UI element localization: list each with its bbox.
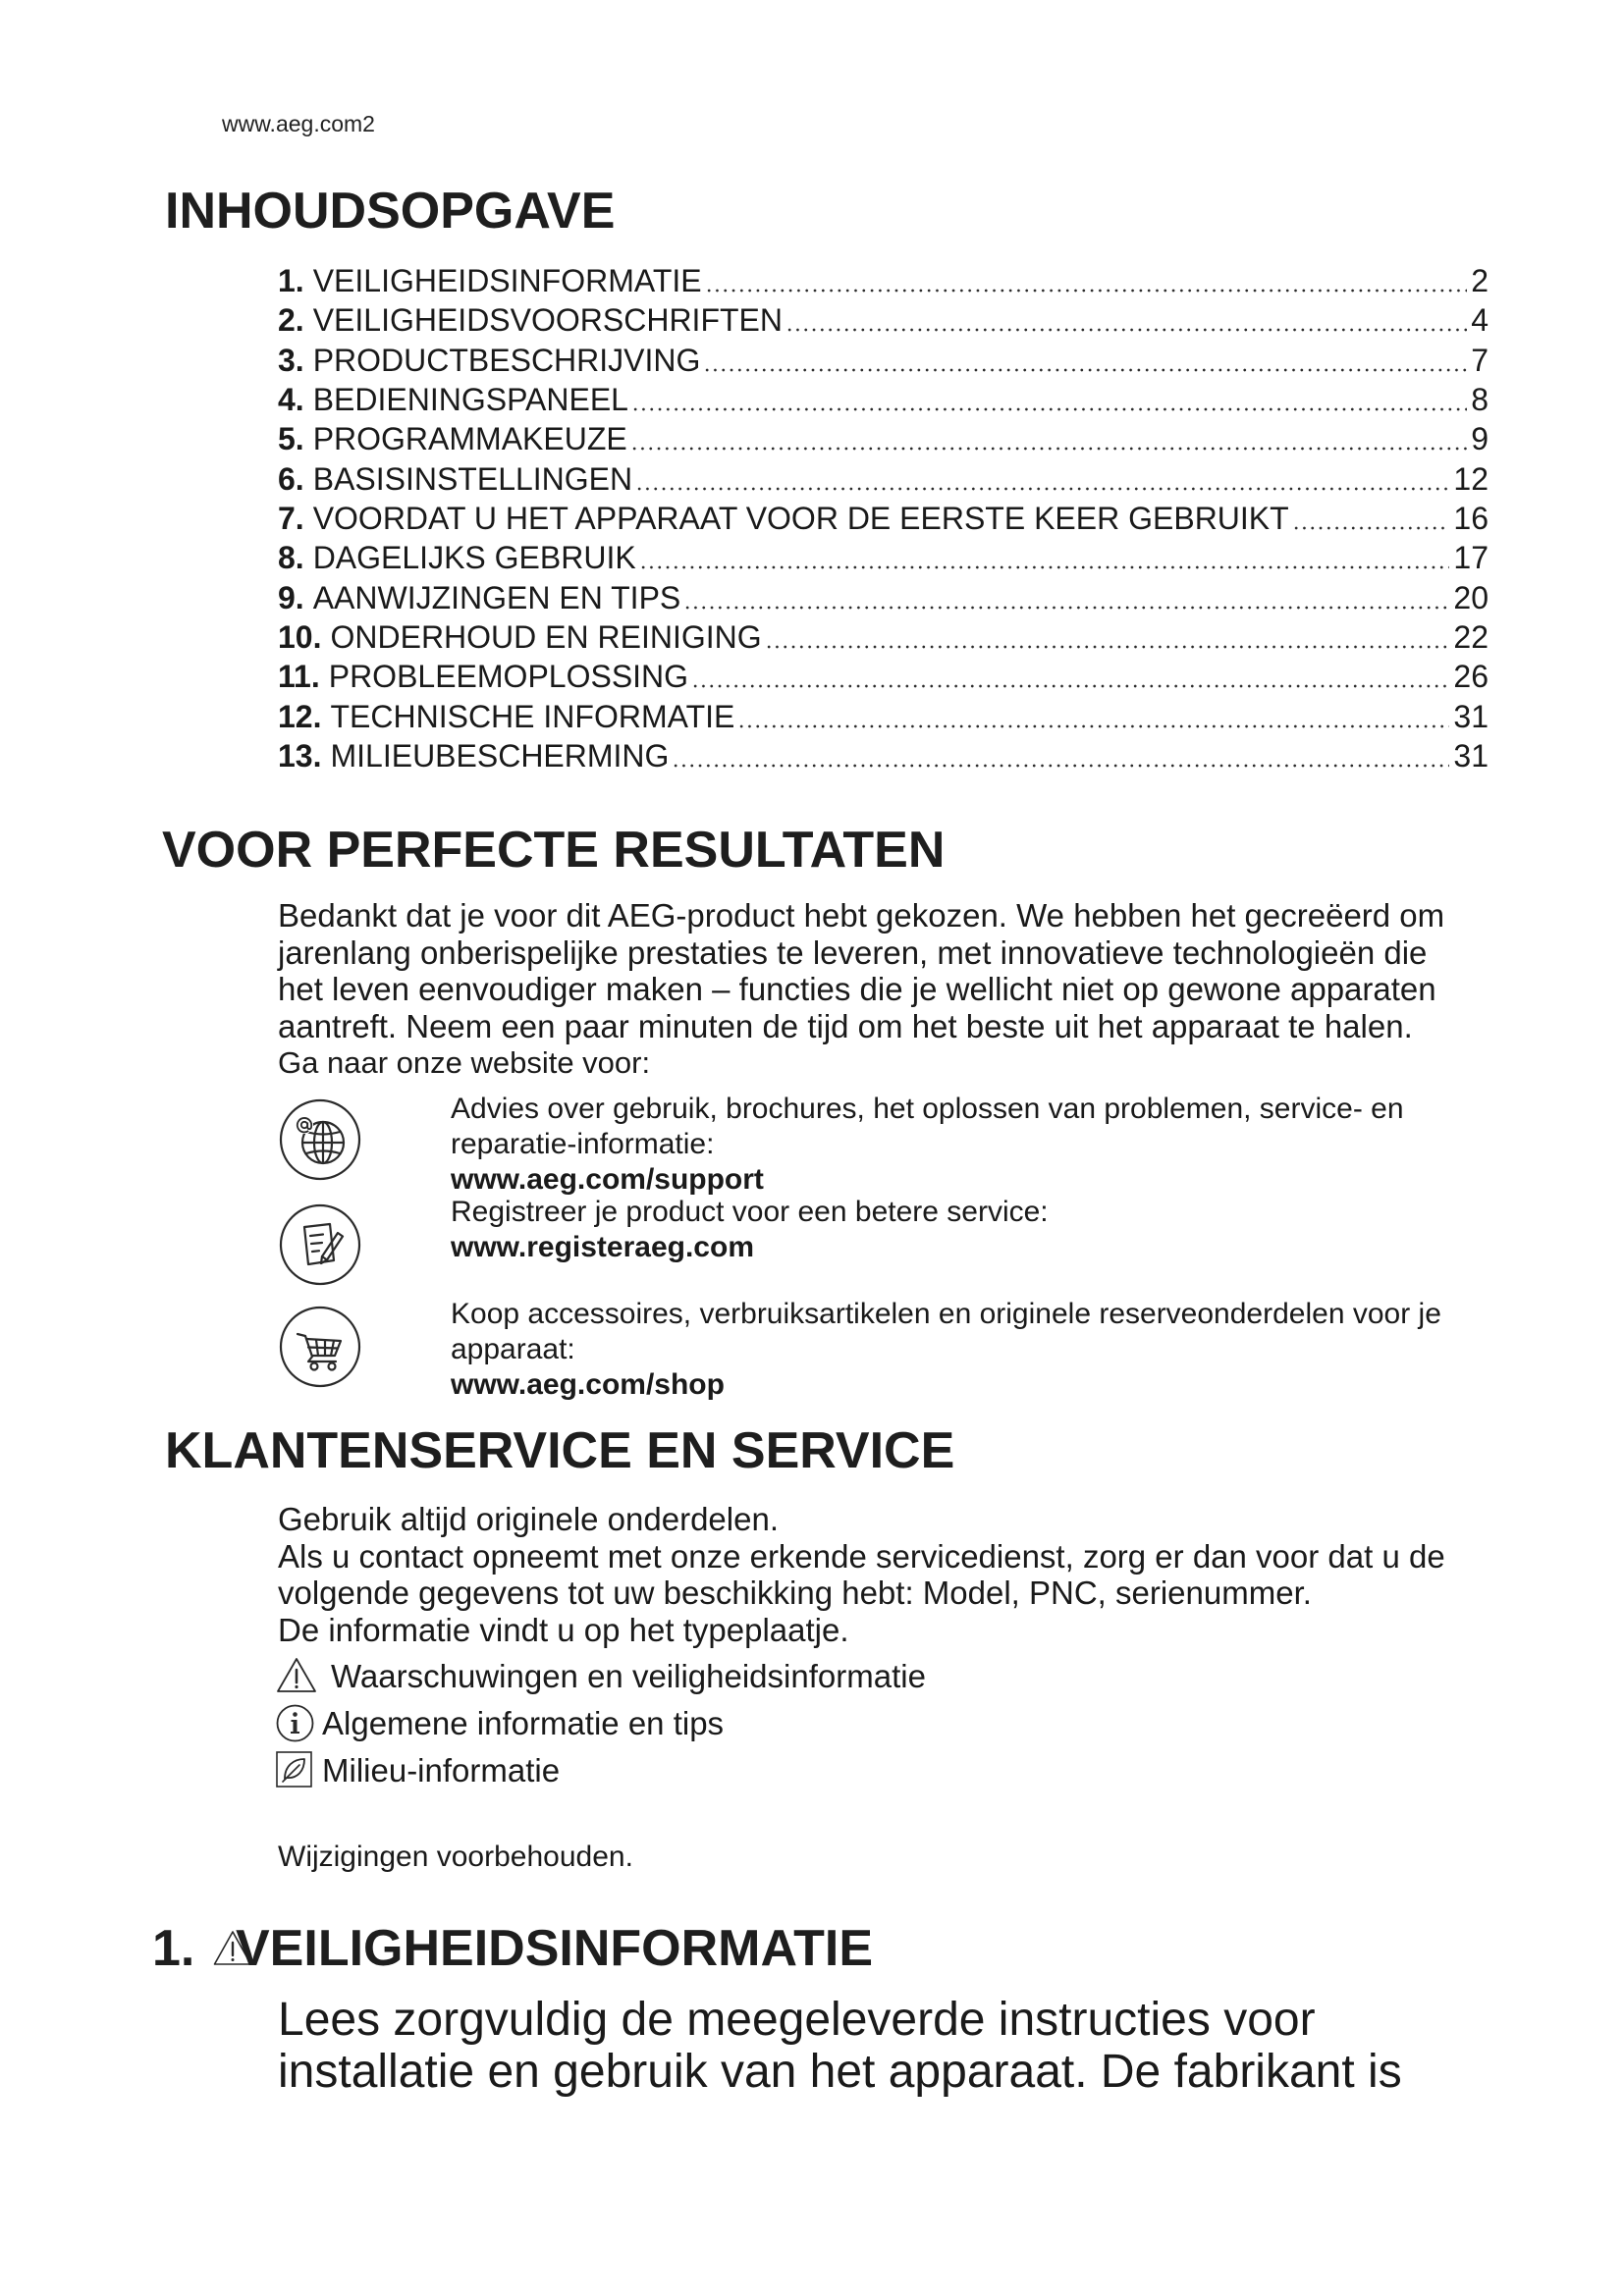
support-link[interactable]: www.aeg.com/support (451, 1163, 764, 1196)
toc-entry[interactable] (278, 380, 1489, 419)
legend-item-warning (276, 1653, 926, 1700)
toc-entry-number: 3. (278, 342, 304, 378)
dot-leader (683, 578, 1449, 617)
toc-entry[interactable] (278, 617, 1489, 657)
toc-entry-title: MILIEUBESCHERMING (330, 738, 670, 774)
toc-entry-page: 20 (1453, 579, 1489, 615)
legend-label: Waarschuwingen en veiligheidsinformatie (331, 1658, 926, 1694)
symbol-legend (276, 1653, 926, 1794)
toc-entry-title: VOORDAT U HET APPARAAT VOOR DE EERSTE KEER GEBRUIKT (312, 501, 1289, 537)
toc-entry[interactable] (278, 657, 1489, 696)
dot-leader (635, 459, 1449, 499)
toc-entry-page: 8 (1471, 382, 1489, 418)
intro-line: aantreft. Neem een paar minuten de tijd om het beste uit het apparaat te halen. (278, 1007, 1413, 1044)
dot-leader (765, 617, 1450, 657)
service-line: Gebruik altijd originele onderdelen. (278, 1501, 779, 1537)
dot-leader (737, 697, 1449, 736)
toc-entry[interactable] (278, 300, 1489, 340)
toc-entry-number: 4. (278, 382, 304, 418)
toc-entry[interactable] (278, 341, 1489, 380)
intro-line: jarenlang onberispelijke prestaties te leveren, met innovatieve technologieën die (278, 934, 1428, 971)
intro-line: Bedankt dat je voor dit AEG-product hebt gekozen. We hebben het gecreëerd om (278, 897, 1445, 934)
toc-entry-number: 7. (278, 501, 304, 537)
resource-text: Koop accessoires, verbruiksartikelen en originele reserveonderdelen voor je (451, 1298, 1441, 1330)
shop-link[interactable]: www.aeg.com/shop (451, 1368, 725, 1401)
resource-support (451, 1092, 1404, 1198)
toc-entry-title: AANWIJZINGEN EN TIPS (312, 579, 681, 615)
dot-leader (631, 380, 1467, 419)
toc-entry-number: 12. (278, 698, 322, 734)
toc-entry-number: 2. (278, 302, 304, 339)
info-icon (276, 1704, 314, 1742)
toc-entry-page: 22 (1453, 619, 1489, 656)
legend-item-environment (276, 1747, 926, 1794)
dot-leader (1292, 499, 1450, 538)
service-line: volgende gegevens tot uw beschikking hebt: Model, PNC, serienummer. (278, 1575, 1312, 1612)
toc-entry[interactable] (278, 499, 1489, 538)
toc-entry-page: 7 (1471, 342, 1489, 378)
toc-entry-title: VEILIGHEIDSINFORMATIE (312, 263, 702, 298)
toc-entry-title: TECHNISCHE INFORMATIE (330, 698, 735, 734)
intro-heading: VOOR PERFECTE RESULTATEN (162, 822, 946, 879)
toc-entry-title: PROBLEEMOPLOSSING (328, 659, 689, 695)
toc-entry-page: 31 (1453, 738, 1489, 774)
table-of-contents (278, 261, 1489, 775)
toc-entry-page: 4 (1471, 302, 1489, 339)
intro-line: het leven eenvoudiger maken – functies die je wellicht niet op gewone apparaten (278, 971, 1436, 1008)
toc-entry-page: 2 (1471, 263, 1489, 298)
toc-entry-number: 11. (278, 659, 320, 695)
header-site: www.aeg.com (222, 111, 363, 136)
service-line: Als u contact opneemt met onze erkende servicedienst, zorg er dan voor dat u de (278, 1537, 1445, 1575)
dot-leader (630, 419, 1467, 458)
chapter-number: 1. (152, 1920, 195, 1977)
service-heading: KLANTENSERVICE EN SERVICE (165, 1422, 955, 1479)
toc-entry[interactable] (278, 578, 1489, 617)
dot-leader (639, 538, 1450, 577)
toc-entry-title: VEILIGHEIDSVOORSCHRIFTEN (312, 302, 783, 339)
warning-triangle-icon (276, 1657, 317, 1693)
toc-entry[interactable] (278, 419, 1489, 458)
chapter-title: VEILIGHEIDSINFORMATIE (236, 1920, 874, 1977)
dot-leader (672, 736, 1449, 775)
header-page-number: 2 (362, 111, 375, 136)
resource-text: Advies over gebruik, brochures, het oplossen van problemen, service- en (451, 1093, 1404, 1125)
toc-entry-number: 6. (278, 460, 304, 497)
chapter-intro-line: Lees zorgvuldig de meegeleverde instructies voor (278, 1994, 1316, 2046)
resource-text: apparaat: (451, 1333, 575, 1365)
toc-entry[interactable] (278, 697, 1489, 736)
toc-entry-title: BASISINSTELLINGEN (312, 460, 633, 497)
toc-entry-number: 9. (278, 579, 304, 615)
toc-entry-title: PROGRAMMAKEUZE (312, 421, 627, 457)
shopping-cart-icon (279, 1306, 361, 1388)
dot-leader (691, 657, 1449, 696)
intro-paragraph (278, 897, 1444, 1082)
visit-website-label: Ga naar onze website voor: (278, 1045, 651, 1081)
dot-leader (785, 300, 1467, 340)
toc-entry-page: 9 (1471, 421, 1489, 457)
globe-at-icon (279, 1098, 361, 1181)
toc-entry-number: 10. (278, 619, 322, 656)
legend-item-info (276, 1700, 926, 1747)
chapter-intro-line: installatie en gebruik van het apparaat. De fabrikant is (278, 2046, 1402, 2098)
toc-entry[interactable] (278, 538, 1489, 577)
toc-entry-title: BEDIENINGSPANEEL (312, 382, 628, 418)
service-line: De informatie vindt u op het typeplaatje. (278, 1611, 849, 1648)
register-form-icon (279, 1203, 361, 1286)
chapter-intro-text (278, 1994, 1402, 2098)
toc-entry-page: 12 (1453, 460, 1489, 497)
toc-entry-page: 16 (1453, 501, 1489, 537)
resource-text: reparatie-informatie: (451, 1128, 715, 1160)
toc-entry-number: 8. (278, 540, 304, 576)
service-paragraph (278, 1501, 1445, 1648)
legend-label: Algemene informatie en tips (322, 1705, 725, 1741)
toc-entry-title: ONDERHOUD EN REINIGING (330, 619, 762, 656)
running-header (222, 110, 375, 137)
toc-heading: INHOUDSOPGAVE (165, 183, 616, 240)
toc-entry-number: 1. (278, 263, 304, 298)
toc-entry-number: 5. (278, 421, 304, 457)
toc-entry[interactable] (278, 261, 1489, 300)
dot-leader (703, 341, 1467, 380)
disclaimer-text: Wijzigingen voorbehouden. (278, 1841, 633, 1873)
toc-entry-page: 17 (1453, 540, 1489, 576)
legend-label: Milieu-informatie (322, 1752, 561, 1789)
toc-entry-page: 26 (1453, 659, 1489, 695)
environment-leaf-icon (276, 1751, 312, 1788)
register-link[interactable]: www.registeraeg.com (451, 1231, 754, 1263)
toc-entry-page: 31 (1453, 698, 1489, 734)
toc-entry[interactable] (278, 736, 1489, 775)
toc-entry-title: PRODUCTBESCHRIJVING (312, 342, 701, 378)
dot-leader (705, 261, 1468, 300)
toc-entry-number: 13. (278, 738, 322, 774)
resource-shop (451, 1297, 1441, 1403)
toc-entry[interactable] (278, 459, 1489, 499)
resource-text: Registreer je product voor een betere service: (451, 1196, 1049, 1228)
toc-entry-title: DAGELIJKS GEBRUIK (312, 540, 636, 576)
resource-register (451, 1195, 1049, 1265)
